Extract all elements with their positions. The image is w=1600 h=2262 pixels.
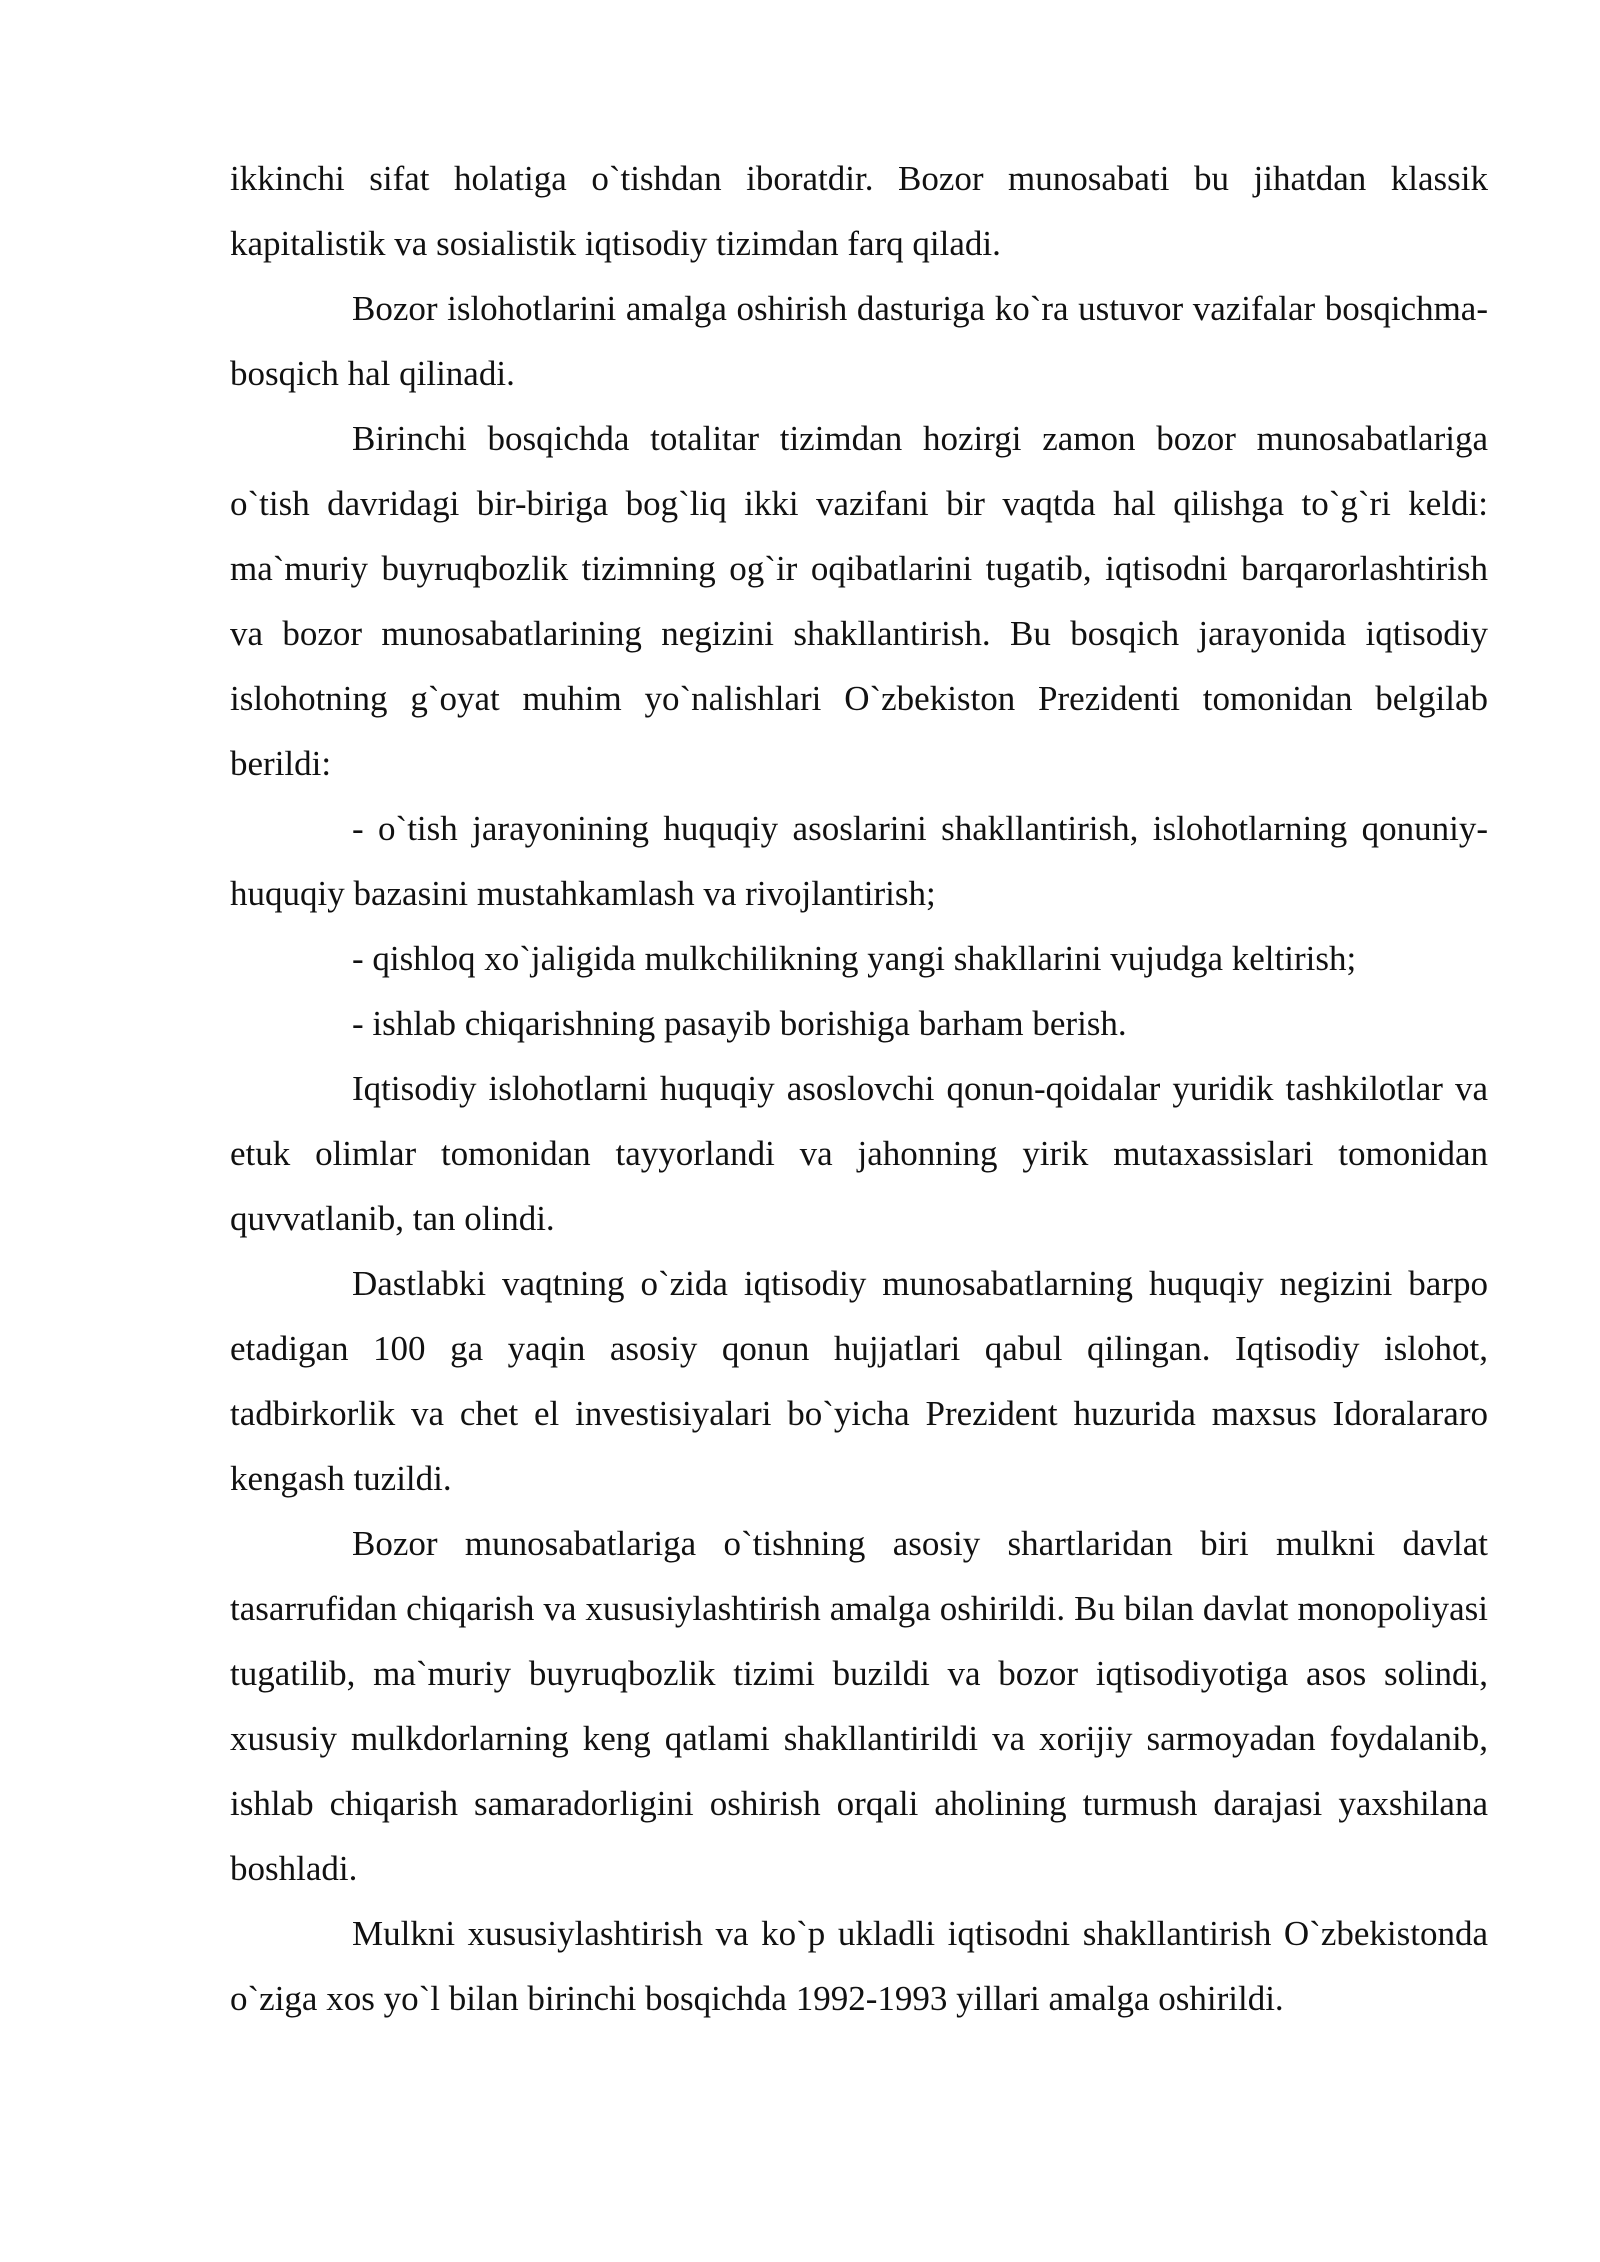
paragraph-continued: ikkinchi sifat holatiga o`tishdan iboratdir. Bozor munosabati bu jihatdan klassik kapitalistik va sosialistik iqtisodiy tizimdan farq qiladi.: [230, 159, 1488, 263]
paragraph: Iqtisodiy islohotlarni huquqiy asoslovchi qonun-qoidalar yuridik tashkilotlar va etuk olimlar tomonidan tayyorlandi va jahonning yirik mutaxassislari tomonidan quvvatlanib, tan olindi.: [230, 1069, 1488, 1238]
paragraph: Dastlabki vaqtning o`zida iqtisodiy munosabatlarning huquqiy negizini barpo etadigan 100 ga yaqin asosiy qonun hujjatlari qabul qilingan. Iqtisodiy islohot, tadbirkorlik va chet el investisiyalari bo`yicha Prezident huzurida maxsus Idoralararo kengash tuzildi.: [230, 1264, 1488, 1498]
list-item: - qishloq xo`jaligida mulkchilikning yangi shakllarini vujudga keltirish;: [352, 939, 1357, 978]
paragraph: Bozor islohotlarini amalga oshirish dasturiga ko`ra ustuvor vazifalar bosqichma-bosqich hal qilinadi.: [230, 289, 1488, 393]
paragraph: Bozor munosabatlariga o`tishning asosiy shartlaridan biri mulkni davlat tasarrufidan chiqarish va xususiylashtirish amalga oshirildi. Bu bilan davlat monopoliyasi tugatilib, ma`muriy buyruqbozlik tizimi buzildi va bozor iqtisodiyotiga asos solindi, xususiy mulkdorlarning keng qatlami shakllantirildi va xorijiy sarmoyadan foydalanib, ishlab chiqarish samaradorligini oshirish orqali aholining turmush darajasi yaxshilana boshladi.: [230, 1524, 1488, 1888]
paragraph: Birinchi bosqichda totalitar tizimdan hozirgi zamon bozor munosabatlariga o`tish davridagi bir-biriga bog`liq ikki vazifani bir vaqtda hal qilishga to`g`ri keldi: ma`muriy buyruqbozlik tizimning og`ir oqibatlarini tugatib, iqtisodni barqarorlashtirish va bozor munosabatlarining negizini shakllantirish. Bu bosqich jarayonida iqtisodiy islohotning g`oyat muhim yo`nalishlari O`zbekiston Prezidenti tomonidan belgilab berildi:: [230, 419, 1488, 783]
document-body: [230, 146, 1488, 2031]
list-item: - o`tish jarayonining huquqiy asoslarini shakllantirish, islohotlarning qonuniy-huquqiy bazasini mustahkamlash va rivojlantirish;: [230, 809, 1488, 913]
paragraph: Mulkni xususiylashtirish va ko`p ukladli iqtisodni shakllantirish O`zbekistonda o`ziga xos yo`l bilan birinchi bosqichda 1992-1993 yillari amalga oshirildi.: [230, 1914, 1488, 2018]
list-item: - ishlab chiqarishning pasayib borishiga barham berish.: [352, 1004, 1127, 1043]
